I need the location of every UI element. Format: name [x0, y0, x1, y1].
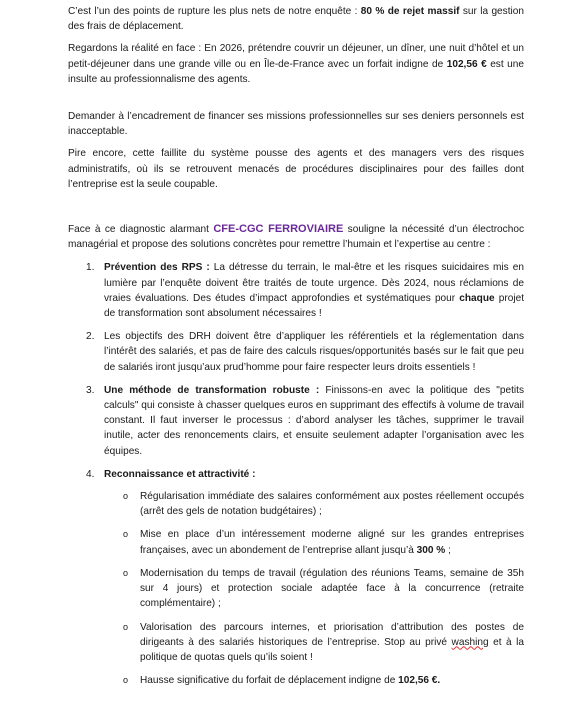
sub-list-item: o Hausse significative du forfait de déplacement indigne de 102,56 €.	[104, 673, 524, 688]
sub-list-item: o Modernisation du temps de travail (régulation des réunions Teams, semaine de 35h sur 4 jours) et protection sociale adaptée face à la concurrence (retraite complémentaire) ;	[123, 567, 524, 610]
sub-list-item: o Régularisation immédiate des salaires conformément aux postes réellement occupés (arrêt des gels de notation budgétaires) ;	[123, 491, 524, 518]
sub-list-item: o Valorisation des parcours internes, et priorisation d’attribution des postes de dirigeants à des salariés historiques de l’entreprise. Stop au privé washing et à la politique de quotas quels qu’ils soient !	[123, 621, 524, 663]
bullet-icon: o	[123, 621, 129, 632]
bullet-icon: o	[123, 567, 129, 578]
paragraph-encadrement: Demander à l’encadrement de financer ses missions professionnelles sur ses deniers personnels est inacceptable.	[68, 111, 524, 138]
brand-name: CFE-CGC FERROVIAIRE	[213, 223, 344, 236]
spellcheck-word[interactable]: washing	[451, 636, 489, 648]
proposals-list	[68, 260, 524, 688]
list-item: 1. Prévention des RPS : La détresse du terrain, le mal-être et les risques suicidaires mis en lumière par l’enquête doivent être traités de toute urgence. Dès 2024, nous réclamions de vraies évaluations. Des études d’impact approfondies et systématiques pour chaque projet de transformation sont absolument nécessaires !	[86, 262, 525, 320]
paragraph-realite: Regardons la réalité en face : En 2026, prétendre couvrir un déjeuner, un dîner, une nuit d’hôtel et un petit-déjeuner dans une grande ville ou en Île-de-France avec un forfait indigne de 102,56 € est une insulte au professionnalisme des agents.	[68, 43, 524, 85]
list-item: 2. Les objectifs des DRH doivent être d’appliquer les référentiels et la réglementation dans l’intérêt des salariés, et pas de faire des calculs risques/opportunités basés sur le fait que peu de salariés iront jusqu’aux prud’homme pour faire respecter leurs droits essentiels !	[86, 331, 524, 373]
list-item: 3. Une méthode de transformation robuste : Finissons-en avec la politique des "petits calculs" qui consiste à chasser quelques euros en supprimant des effectifs à volume de travail constant. Il faut inverser le processus : d’abord analyser les tâches, supprimer le travail inutile, acter des renoncements clairs, et ensuite seulement adapter l’organisation avec les équipes.	[86, 384, 525, 457]
bullet-icon: o	[123, 675, 129, 686]
paragraph-diagnostic: Face à ce diagnostic alarmant CFE-CGC FERROVIAIRE souligne la nécessité d’un électrochoc managérial et propose des solutions concrètes pour remettre l’humain et l’expertise au centre :	[68, 223, 524, 251]
bullet-icon: o	[123, 529, 129, 540]
sub-list-item: o Mise en place d’un intéressement moderne aligné sur les grandes entreprises françaises, avec un abondement de l’entreprise allant jusqu’à 300 % ;	[123, 529, 524, 556]
document-page	[68, 4, 524, 696]
sub-list	[104, 489, 524, 688]
bullet-icon: o	[123, 491, 129, 502]
paragraph-faillite: Pire encore, cette faillite du système pousse des agents et des managers vers des risques administratifs, où ils se retrouvent menacés de procédures disciplinaires pour des failles dont l’entreprise est la seule coupable.	[68, 148, 524, 190]
list-item: 4. Reconnaissance et attractivité : o Régularisation immédiate des salaires conformément aux postes réellement occupés (arrêt des gels de notation budgétaires) ; o Mise en place d’un intéressement moderne aligné sur les grandes entreprises françaises, avec un abondement de l’entreprise allant jusqu’à 300 % ; o Modernisation du temps de travail (régulation des réunions Teams, semaine de 35h sur 4 jours) et protection sociale adaptée face à la concurrence (retraite complémentaire) ; o Valorisation des parcours internes, et priorisation d’attribution des postes de dirigeants à des salariés historiques de l’entreprise. Stop au privé washing et à la politique de quotas quels qu’ils soient ! o Hausse significative du forfait de déplacement indigne de 102,56 €.	[68, 467, 524, 688]
paragraph-rejet: C’est l’un des points de rupture les plus nets de notre enquête : 80 % de rejet massif sur la gestion des frais de déplacement.	[68, 6, 524, 33]
